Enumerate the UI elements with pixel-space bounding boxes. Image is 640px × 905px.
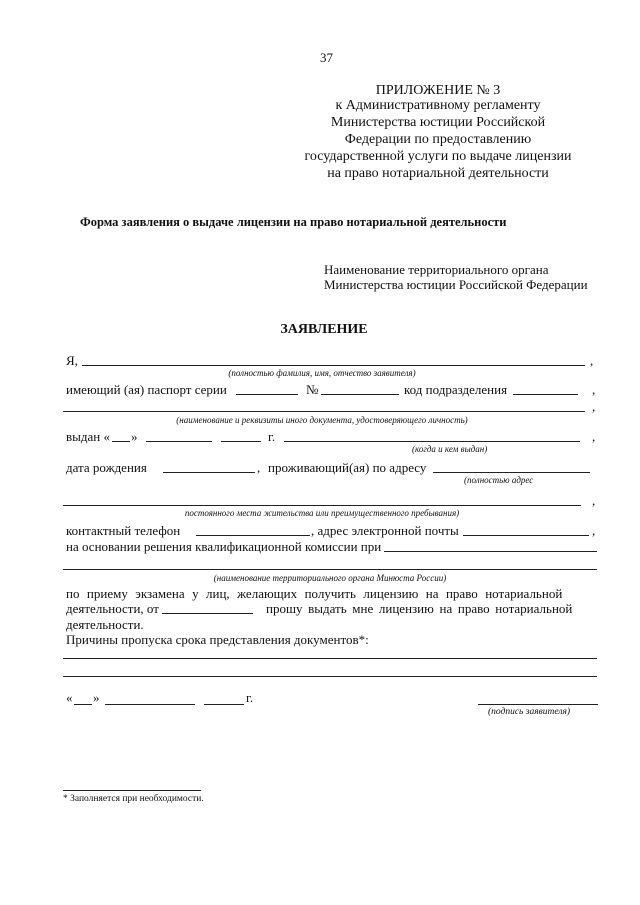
year-abbr: г. xyxy=(268,429,276,444)
date-close-quote: » xyxy=(93,690,100,705)
appendix-line-2: к Административному регламенту xyxy=(335,98,541,113)
division-code-line xyxy=(513,394,578,395)
exam-date-line xyxy=(162,613,253,614)
appendix-line-6: на право нотариальной деятельности xyxy=(327,166,549,181)
hint-address-2: постоянного места жительства или преимущественного пребывания) xyxy=(184,508,460,518)
birth-date-line xyxy=(163,472,255,473)
form-title: Форма заявления о выдаче лицензии на право нотариальной деятельности xyxy=(80,215,507,229)
issued-label: выдан « xyxy=(66,429,110,444)
ya-label: Я, xyxy=(66,353,78,368)
birth-date-label: дата рождения xyxy=(66,460,147,475)
signature-hint: (подпись заявителя) xyxy=(488,707,571,717)
phone-label: контактный телефон xyxy=(66,523,181,538)
quote-close: » xyxy=(131,429,138,444)
reasons-line-2 xyxy=(63,676,597,677)
date-year-line xyxy=(204,704,244,705)
addressee-line-1: Наименование территориального органа xyxy=(324,262,549,277)
page-number: 37 xyxy=(320,50,333,65)
hint-issued: (когда и кем выдан) xyxy=(412,444,488,454)
exam-line-2a: деятельности, от xyxy=(66,601,159,616)
hint-territorial: (наименование территориального органа Минюста России) xyxy=(213,573,447,583)
issued-by-line xyxy=(284,441,580,442)
fio-line xyxy=(82,365,585,366)
phone-line xyxy=(196,535,310,536)
date-open-quote: « xyxy=(66,690,73,705)
number-sign: № xyxy=(306,382,319,397)
issued-day-line xyxy=(112,441,130,442)
signature-line xyxy=(478,704,598,705)
appendix-line-5: государственной услуги по выдаче лицензии xyxy=(304,149,572,164)
comma: , xyxy=(590,353,594,368)
footnote-separator xyxy=(63,790,201,791)
exam-line-3: деятельности. xyxy=(66,617,144,632)
issued-month-line xyxy=(146,441,212,442)
basis-label: на основании решения квалификационной комиссии при xyxy=(66,539,382,554)
year-abbr: г. xyxy=(246,690,254,705)
hint-document: (наименование и реквизиты иного документа, удостоверяющего личность) xyxy=(176,415,468,425)
comma: , xyxy=(592,523,596,538)
exam-line-2b: прошу выдать мне лицензию на право нотариальной xyxy=(266,601,573,616)
address-label: проживающий(ая) по адресу xyxy=(268,460,427,475)
date-month-line xyxy=(105,704,195,705)
address-line-2 xyxy=(63,505,581,506)
addressee-line-2: Министерства юстиции Российской Федерации xyxy=(324,277,588,292)
appendix-line-3: Министерства юстиции Российской xyxy=(330,115,546,130)
passport-number-line xyxy=(321,394,399,395)
issued-year-line xyxy=(221,441,261,442)
basis-line-1 xyxy=(384,551,597,552)
appendix-title: ПРИЛОЖЕНИЕ № 3 xyxy=(375,83,501,98)
email-label: , адрес электронной почты xyxy=(311,523,459,538)
hint-fio: (полностью фамилия, имя, отчество заявителя) xyxy=(228,368,416,378)
hint-address-1: (полностью адрес xyxy=(464,475,534,485)
appendix-line-4: Федерации по предоставлению xyxy=(344,132,532,147)
comma: , xyxy=(592,429,596,444)
comma: , xyxy=(592,493,596,508)
email-line xyxy=(463,535,589,536)
date-day-line xyxy=(74,704,92,705)
comma: , xyxy=(592,399,596,414)
exam-line-1: по приему экзамена у лиц, желающих получить лицензию на право нотариальной xyxy=(66,586,563,601)
passport-label: имеющий (ая) паспорт серии xyxy=(66,382,227,397)
passport-series-line xyxy=(236,394,298,395)
comma: , xyxy=(257,460,261,475)
other-document-line xyxy=(63,411,585,412)
reasons-label: Причины пропуска срока представления документов*: xyxy=(66,632,369,647)
footnote: * Заполняется при необходимости. xyxy=(63,794,204,804)
division-code-label: код подразделения xyxy=(404,382,508,397)
basis-line-2 xyxy=(63,569,597,570)
comma: , xyxy=(592,382,596,397)
document-heading: ЗАЯВЛЕНИЕ xyxy=(280,322,368,337)
reasons-line-1 xyxy=(63,658,597,659)
address-line-1 xyxy=(433,472,590,473)
